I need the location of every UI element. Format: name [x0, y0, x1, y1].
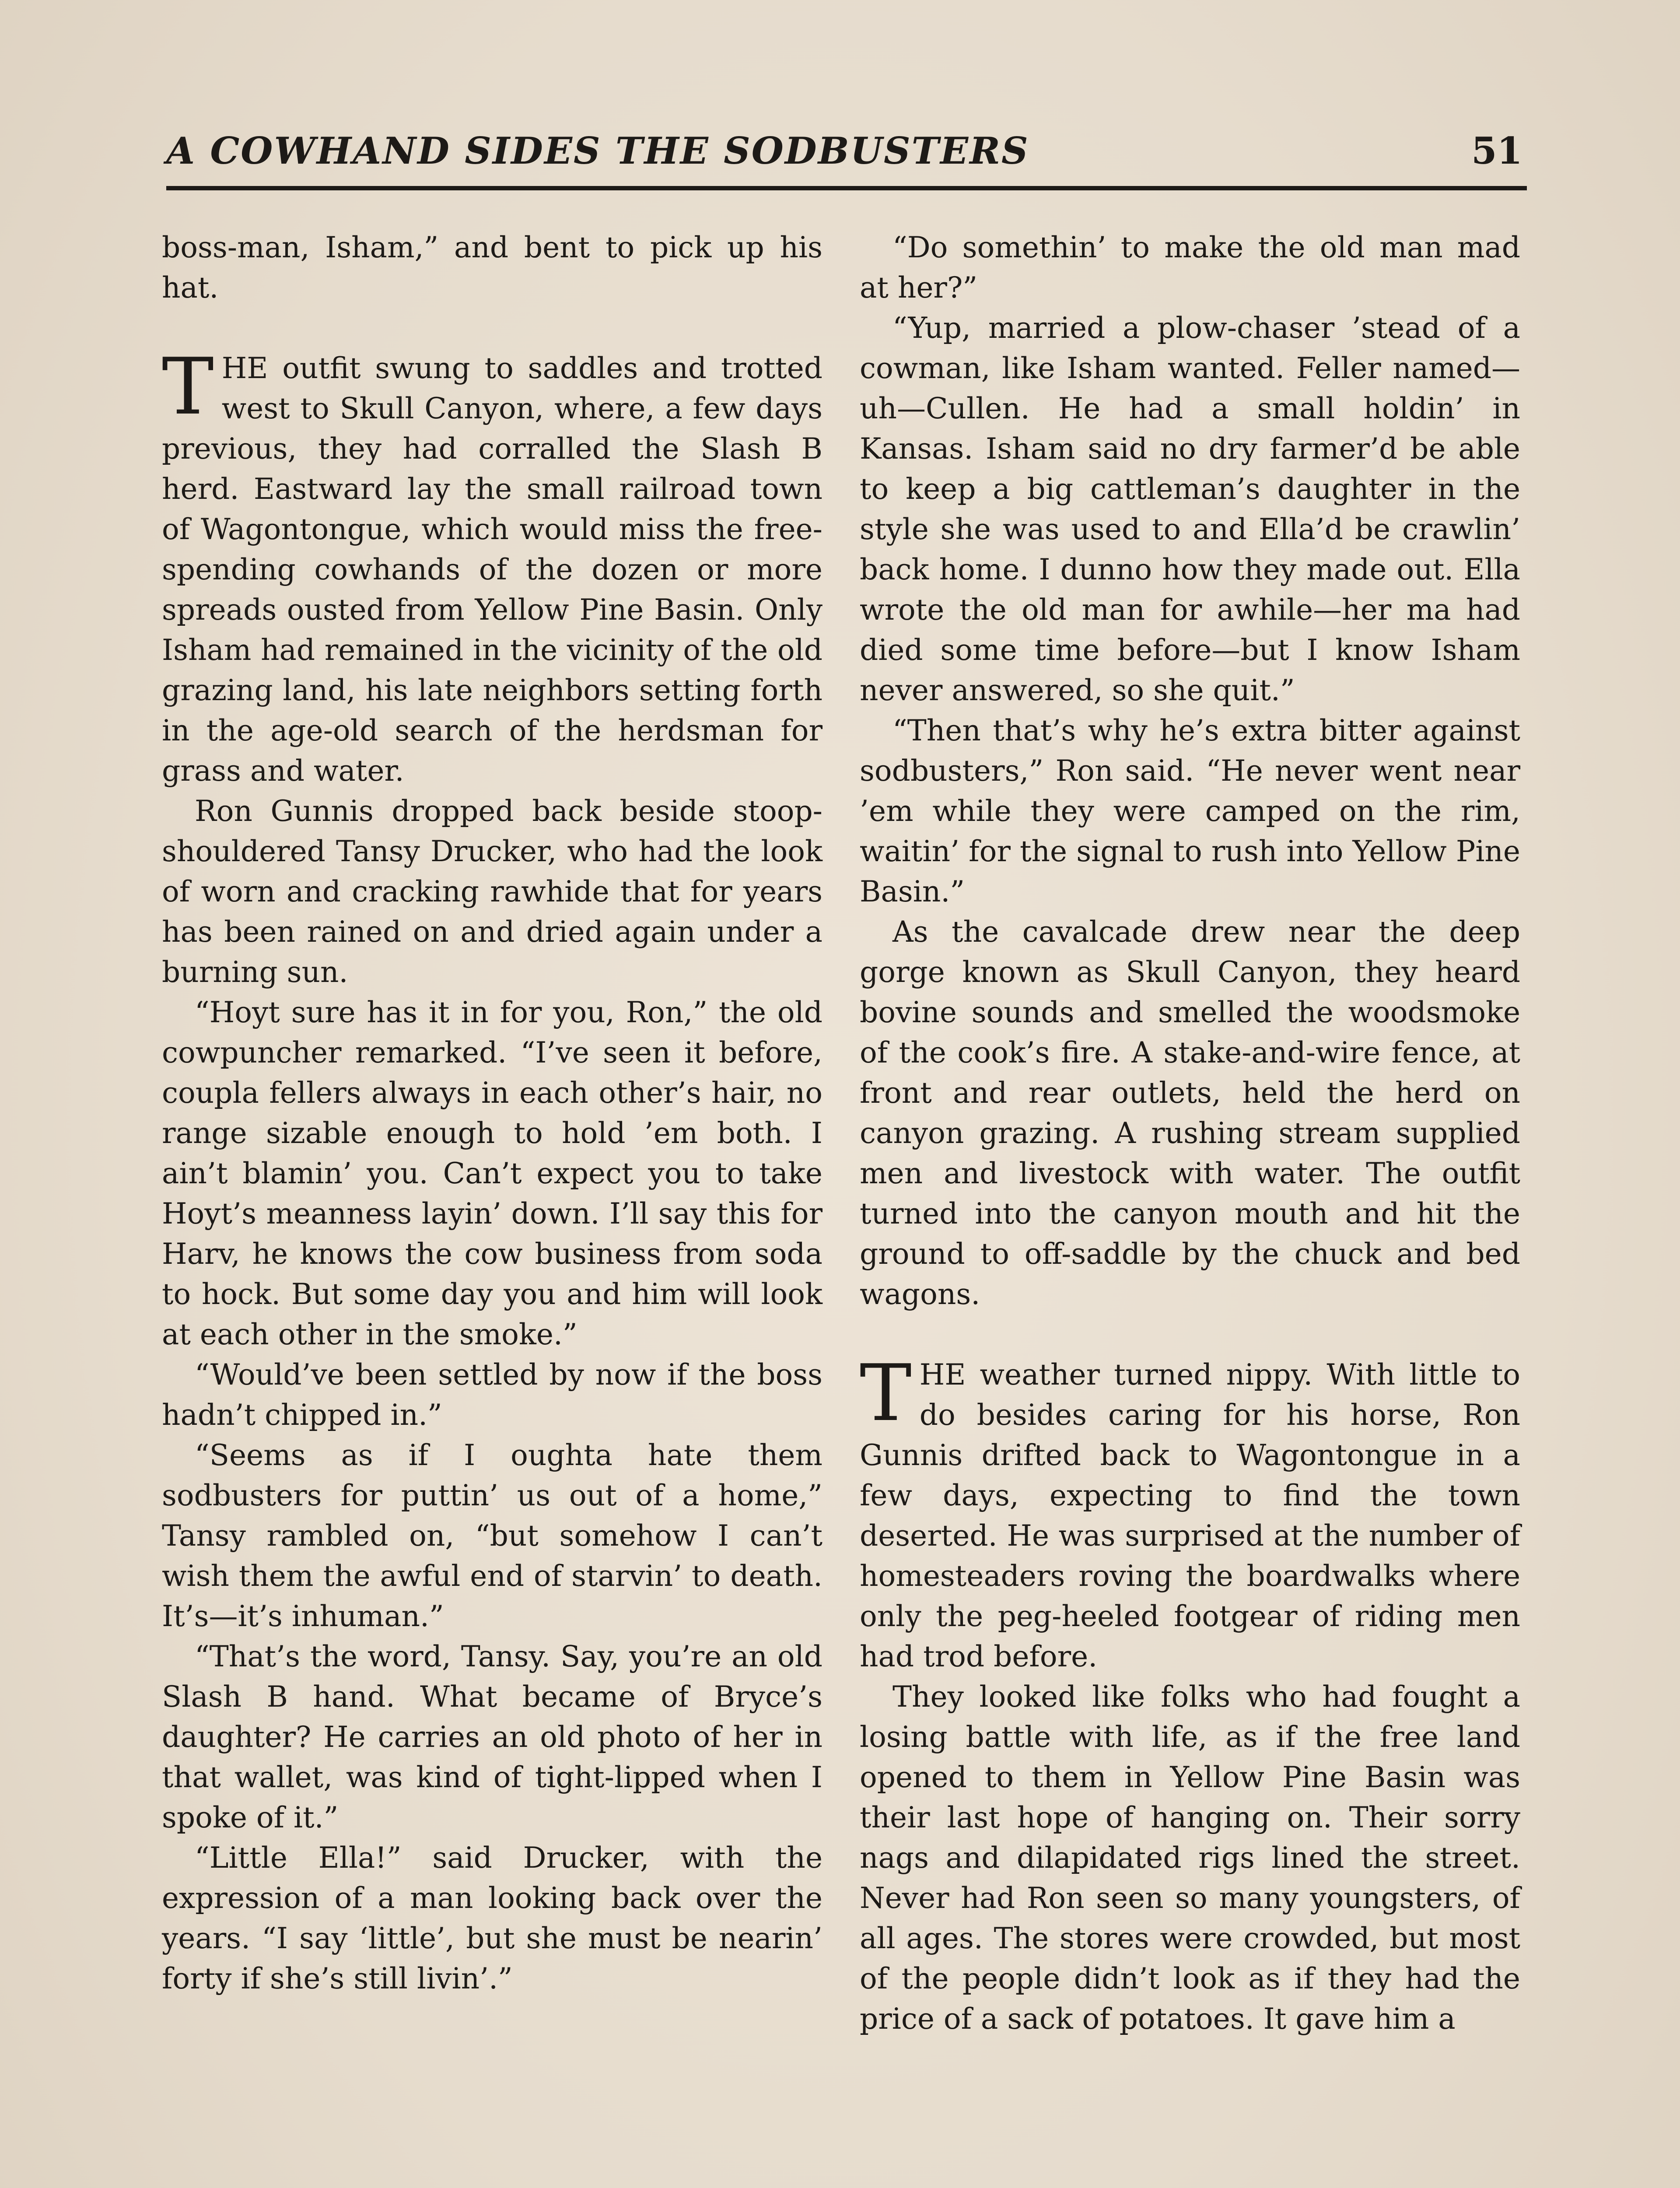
paragraph: “Little Ella!” said Drucker, with the expression of a man looking back over the years. “I say ‘little’, but she must be nearin’ forty if she’s still livin’.” [162, 1841, 822, 1995]
paragraph-text: HE outfit swung to saddles and trotted west to Skull Canyon, where, a few days previous, they had corralled the Slash B herd. Eastward lay the small railroad town of Wagontongue, which would miss the free-spending cowhands of the dozen or more spreads ousted from Yellow Pine Basin. Only Isham had remained in the vicinity of the old grazing land, his late neighbors setting forth in the age-old search of the herdsman for grass and water. [162, 351, 822, 788]
paragraph: As the cavalcade drew near the deep gorge known as Skull Canyon, they heard bovine sounds and smelled the woodsmoke of the cook’s fire. A stake-and-wire fence, at front and rear outlets, held the herd on canyon grazing. A rushing stream supplied men and livestock with water. The outfit turned into the canyon mouth and hit the ground to off-saddle by the chuck and bed wagons. [860, 915, 1520, 1311]
paragraph: Ron Gunnis dropped back beside stoop-shouldered Tansy Drucker, who had the look of worn and cracking rawhide that for years has been rained on and dried again under a burning sun. [162, 794, 822, 989]
running-title: A COWHAND SIDES THE SODBUSTERS [166, 129, 1029, 172]
drop-cap: T [860, 1348, 912, 1438]
section-paragraph [162, 341, 822, 791]
paragraph: “Seems as if I oughta hate them sodbusters for puttin’ us out of a home,” Tansy rambled on, “but somehow I can’t wish them the awful end of starvin’ to death. It’s—it’s inhuman.” [162, 1438, 822, 1633]
paragraph: They looked like folks who had fought a losing battle with life, as if the free land opened to them in Yellow Pine Basin was their last hope of hanging on. Their sorry nags and dilapidated rigs lined the street. Never had Ron seen so many youngsters, of all ages. The stores were crowded, but most of the people didn’t look as if they had the price of a sack of potatoes. It gave him a [860, 1680, 1520, 2036]
paragraph: “Hoyt sure has it in for you, Ron,” the old cowpuncher remarked. “I’ve seen it before, coupla fellers always in each other’s hair, no range sizable enough to hold ’em both. I ain’t blamin’ you. Can’t expect you to take Hoyt’s meanness layin’ down. I’ll say this for Harv, he knows the cow business from soda to hock. But some day you and him will look at each other in the smoke.” [162, 996, 822, 1351]
header-rule [166, 186, 1527, 190]
paragraph: “That’s the word, Tansy. Say, you’re an old Slash B hand. What became of Bryce’s daughter? He carries an old photo of her in that wallet, was kind of tight-lipped when I spoke of it.” [162, 1640, 822, 1834]
paragraph: “Yup, married a plow-chaser ’stead of a cowman, like Isham wanted. Feller named—uh—Cullen. He had a small holdin’ in Kansas. Isham said no dry farmer’d be able to keep a big cattleman’s daughter in the style she was used to and Ella’d be crawlin’ back home. I dunno how they made out. Ella wrote the old man for awhile—her ma had died some time before—but I know Isham never answered, so she quit.” [860, 311, 1520, 707]
page-header [166, 125, 1527, 186]
page-number: 51 [1471, 129, 1522, 172]
paragraph: boss-man, Isham,” and bent to pick up his hat. [162, 231, 822, 305]
drop-cap: T [162, 341, 214, 432]
paragraph-text: HE weather turned nippy. With little to do besides caring for his horse, Ron Gunnis drifted back to Wagontongue in a few days, expecting to find the town deserted. He was surprised at the number of homesteaders roving the boardwalks where only the peg-heeled footgear of riding men had trod before. [860, 1358, 1520, 1673]
paragraph: “Would’ve been settled by now if the boss hadn’t chipped in.” [162, 1358, 822, 1432]
right-column [860, 228, 1520, 2039]
paragraph: “Do somethin’ to make the old man mad at her?” [860, 231, 1520, 305]
left-column [162, 228, 822, 1999]
section-paragraph [860, 1348, 1520, 1677]
paragraph: “Then that’s why he’s extra bitter against sodbusters,” Ron said. “He never went near ’em while they were camped on the rim, waitin’ for the signal to rush into Yellow Pine Basin.” [860, 714, 1520, 908]
